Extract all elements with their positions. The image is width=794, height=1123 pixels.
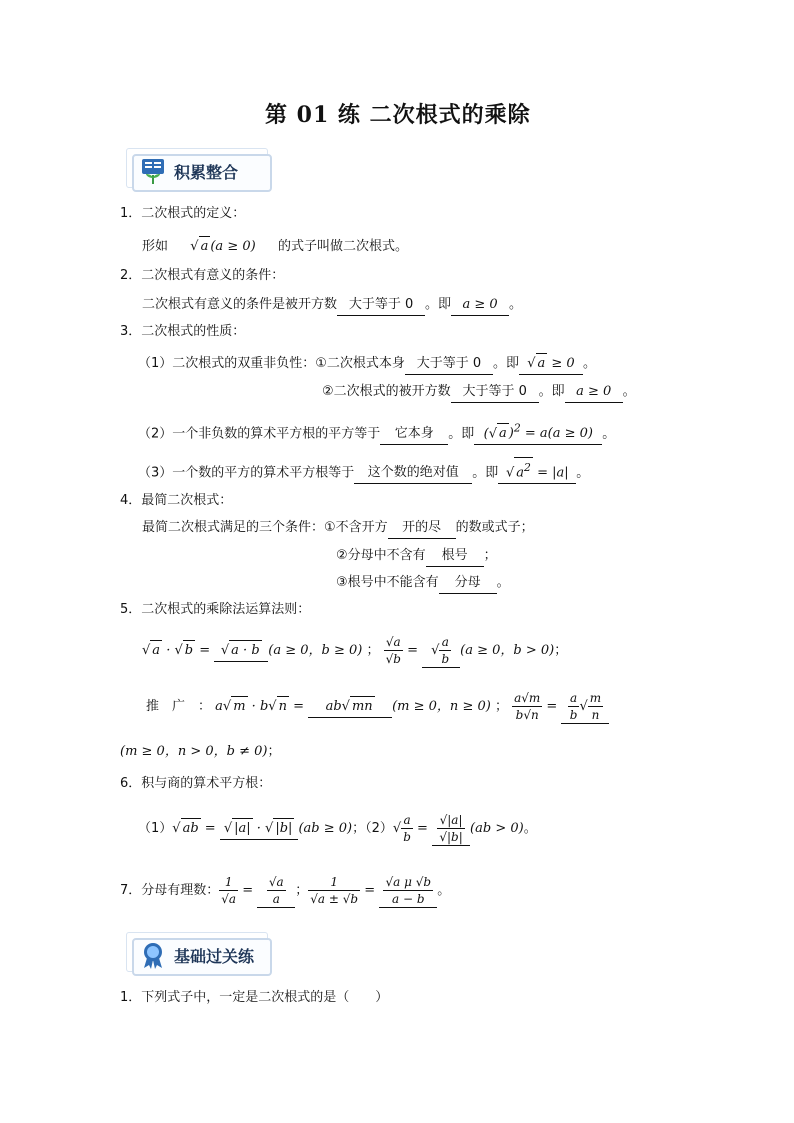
s7-heading: 7．分母有理数：	[120, 883, 220, 898]
s3-l4-formula: √ $a^2 = |a|$	[498, 457, 576, 484]
s2-text-a: 二次根式有意义的条件是被开方数	[142, 297, 338, 312]
s6-p2: （2）	[365, 821, 393, 836]
s3-l2-formula: a ≥ 0	[565, 382, 623, 403]
section-banner-accumulate	[126, 148, 274, 194]
s4-l2-end: ；	[483, 548, 497, 563]
s4-line-3	[336, 573, 510, 594]
s3-l2-end: 。	[622, 384, 636, 399]
s5-sep-4: ；	[267, 744, 281, 759]
banner-label: 积累整合	[174, 163, 239, 182]
frac-sqrt-a-over-sqrt-b: $\frac{√a}{√b}$	[385, 635, 401, 666]
section-banner-basic-practice	[126, 932, 274, 978]
s3-line-2	[322, 382, 636, 403]
formula-sqrt-a: √ a (a ≥ 0)	[190, 239, 255, 254]
s5-rule-1: √ a · √ b = √ a · b (a ≥ 0，b ≥ 0) ； $\frac{√a}{√b}$ = √ $\frac{a}{b}$ (a ≥ 0，b > 0)；	[142, 635, 568, 666]
s5-rule-2: 推 广 ： a√ m · b√ n = ab√ mn (m ≥ 0，n ≥ 0) ； $\frac{a√m}{b√n}$ = $\frac{a}{b}$ √ $\frac{m}{n}$	[146, 690, 609, 730]
s4-l1-text: 最简二次根式满足的三个条件：①不含开方	[142, 520, 388, 535]
s5-sep-3: ；	[494, 699, 508, 714]
s3-l2-text: ②二次根式的被开方数	[322, 384, 451, 399]
s4-l2-blank: 根号	[426, 546, 484, 567]
frac-a-sqrt-m-over-b-sqrt-n: $\frac{a√m}{b√n}$	[514, 691, 541, 722]
s3-l1-blank: 大于等于 0	[405, 354, 493, 375]
s2-text-b: 。即	[425, 297, 452, 312]
book-plant-icon	[138, 156, 168, 186]
s2-text-c: 。	[509, 297, 523, 312]
s5-condition: (m ≥ 0，n > 0，b ≠ 0)；	[120, 744, 281, 759]
s5-sep-1: ；	[366, 643, 380, 658]
page-title: 第 01 练 二次根式的乘除	[265, 102, 531, 128]
s7-line: 7．分母有理数： $\frac{1}{√a}$ = $\frac{√a}{a}$ ； $\frac{1}{√a \pm √b}$ = $\frac{\text{√a μ √b}}{a - b}$ 。	[120, 875, 451, 906]
s3-l1-ji: 。即	[492, 356, 519, 371]
s7-end: 。	[437, 883, 451, 898]
s3-l2-ji: 。即	[538, 384, 565, 399]
s3-line-4	[138, 457, 589, 484]
s2-line	[142, 295, 522, 316]
s4-l1-blank: 开的尽	[388, 518, 456, 539]
s1-post: 的式子叫做二次根式。	[277, 239, 408, 254]
s3-heading: 3．二次根式的性质：	[120, 324, 246, 339]
s1-heading: 1．二次根式的定义：	[120, 206, 246, 221]
s1-line	[142, 236, 408, 257]
question-1: 1．下列式子中，一定是二次根式的是（ ）	[120, 990, 389, 1005]
s5-tuiguang: 推 广 ：	[146, 699, 212, 714]
s3-line-1	[138, 353, 596, 375]
s6-line: （1）√ ab = √ |a| · √ |b| (ab ≥ 0)；（2）√ $\frac{a}{b}$ = $\frac{√|a|}{√|b|}$ (ab > 0)。	[138, 813, 537, 844]
s4-heading: 4．最简二次根式：	[120, 493, 233, 508]
s5-sep-2: ；	[554, 643, 568, 658]
s1-pre: 形如	[142, 239, 169, 254]
s3-l1-text: （1）二次根式的双重非负性：①二次根式本身	[138, 356, 405, 371]
s3-line-3	[138, 419, 615, 445]
s4-l2-text: ②分母中不含有	[336, 548, 426, 563]
medal-icon	[138, 940, 168, 970]
s3-l4-text: （3）一个数的平方的算术平方根等于	[138, 465, 355, 481]
s3-l3-ji: 。即	[448, 426, 475, 442]
s4-line-1	[142, 518, 534, 539]
s3-l2-blank: 大于等于 0	[451, 382, 539, 403]
s3-l4-ji: 。即	[472, 465, 499, 481]
s3-l3-end: 。	[602, 426, 616, 442]
s2-blank-2: a ≥ 0	[451, 295, 509, 316]
s6-p1: （1）	[138, 821, 173, 836]
s4-line-2	[336, 546, 497, 567]
s3-l1-formula: √ a ≥ 0	[519, 353, 583, 375]
s2-blank-1: 大于等于 0	[337, 295, 425, 316]
s3-l3-text: （2）一个非负数的算术平方根的平方等于	[138, 426, 381, 442]
s6-end: 。	[523, 821, 537, 836]
s4-l1-end: 的数或式子；	[455, 520, 534, 535]
s5-heading: 5．二次根式的乘除法运算法则：	[120, 602, 311, 617]
s3-l3-formula: (√ a )$^2$ = a(a ≥ 0)	[474, 419, 602, 445]
s2-heading: 2．二次根式有意义的条件：	[120, 268, 285, 283]
s4-l3-end: 。	[496, 575, 510, 590]
s4-l3-blank: 分母	[439, 573, 497, 594]
s3-l4-end: 。	[576, 465, 590, 481]
s6-heading: 6．积与商的算术平方根：	[120, 776, 272, 791]
s3-l3-blank: 它本身	[380, 424, 448, 445]
s3-l1-end: 。	[582, 356, 596, 371]
s7-sep: ；	[295, 883, 309, 898]
banner-label: 基础过关练	[174, 947, 255, 966]
s3-l4-blank: 这个数的绝对值	[354, 463, 472, 484]
s4-l3-text: ③根号中不能含有	[336, 575, 439, 590]
s6-sep: ；	[352, 821, 366, 836]
